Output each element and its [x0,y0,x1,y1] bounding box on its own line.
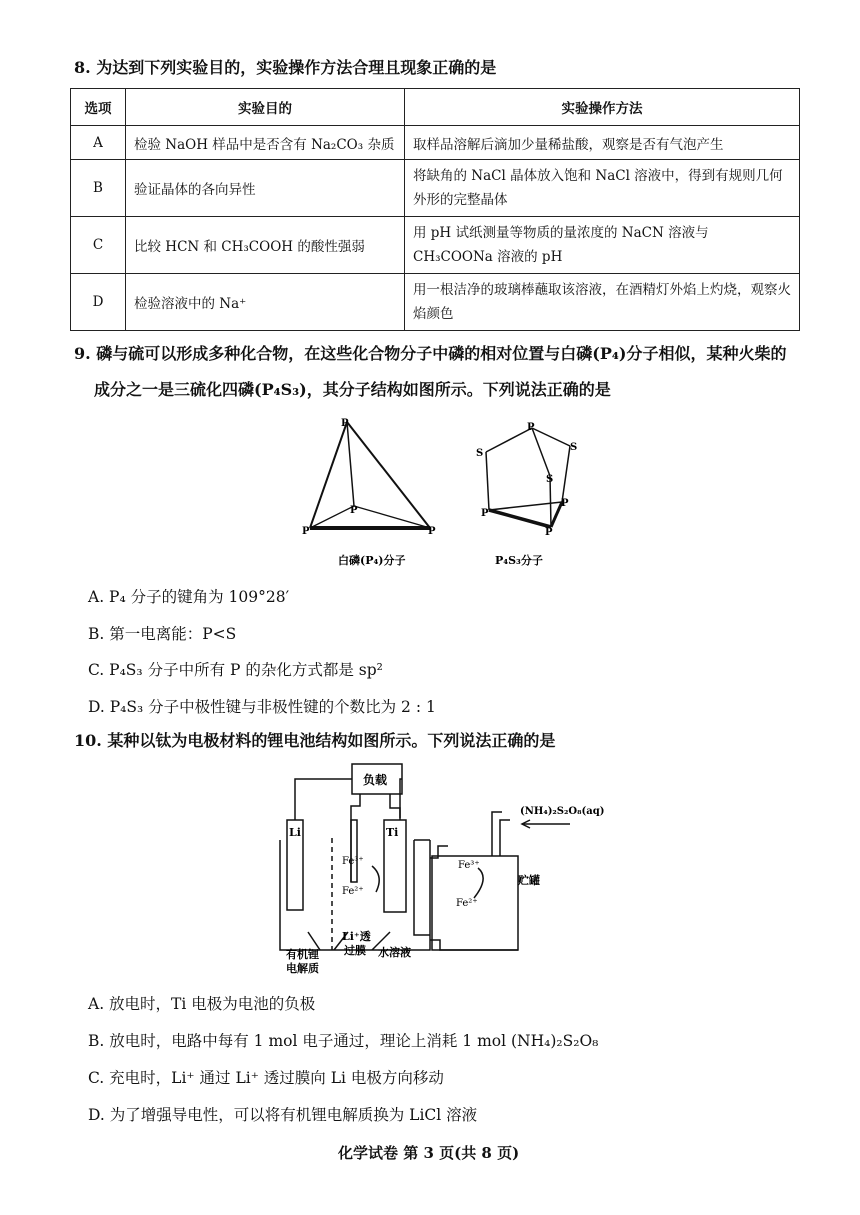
table-row [71,274,800,331]
q10-option-a: A. 放电时，Ti 电极为电池的负极 [88,995,316,1013]
page-footer: 化学试卷 第 3 页(共 8 页) [338,1144,520,1162]
p4s3-atom-p-right: P [561,498,569,509]
table-row [71,160,800,217]
load-label: 负载 [363,773,388,787]
header-option: 选项 [71,89,126,126]
row-option: A [71,126,126,160]
p4s3-atom-s-left: S [476,448,484,459]
table-row [71,126,800,160]
row-purpose: 比较 HCN 和 CH₃COOH 的酸性强弱 [126,217,405,274]
row-method: 将缺角的 NaCl 晶体放入饱和 NaCl 溶液中，得到有规则几何外形的完整晶体 [405,160,800,217]
p4-atom-left: P [302,526,310,537]
fe3-tank: Fe³⁺ [458,860,480,871]
q9-option-b: B. 第一电离能：P<S [88,625,237,643]
q8-table [70,88,800,331]
row-method: 用一根洁净的玻璃棒蘸取该溶液，在酒精灯外焰上灼烧，观察火焰颜色 [405,274,800,331]
q8-stem: 8. 为达到下列实验目的，实验操作方法合理且现象正确的是 [74,58,497,77]
tank-label: 贮罐 [518,874,540,887]
q9-stem-line2: 成分之一是三硫化四磷(P₄S₃)，其分子结构如图所示。下列说法正确的是 [94,380,611,399]
organic-label-1: 有机锂 [286,948,319,961]
p4s3-atom-p-bottom: P [545,527,553,538]
q10-stem: 10. 某种以钛为电极材料的锂电池结构如图所示。下列说法正确的是 [74,731,556,750]
row-option: D [71,274,126,331]
p4s3-atom-s-right: S [570,442,578,453]
row-purpose: 检验溶液中的 Na⁺ [126,274,405,331]
row-method: 用 pH 试纸测量等物质的量浓度的 NaCN 溶液与 CH₃COONa 溶液的 pH [405,217,800,274]
row-option: C [71,217,126,274]
header-method: 实验操作方法 [405,89,800,126]
reagent-label: (NH₄)₂S₂O₈(aq) [520,806,605,817]
q10-option-b: B. 放电时，电路中每有 1 mol 电子通过，理论上消耗 1 mol (NH₄)₂S₂O₈ [88,1032,599,1050]
p4s3-atom-s-mid: S [546,474,554,485]
li-electrode-label: Li [289,826,301,839]
header-purpose: 实验目的 [126,89,405,126]
p4-molecule-diagram [310,422,430,528]
q9-option-d: D. P₄S₃ 分子中极性键与非极性键的个数比为 2 : 1 [88,698,436,716]
p4s3-atom-p-left: P [481,508,489,519]
q9-option-a: A. P₄ 分子的键角为 109°28′ [88,588,290,606]
fe2-left: Fe²⁺ [342,886,364,897]
ti-electrode-label: Ti [386,826,399,839]
row-option: B [71,160,126,217]
water-label: 水溶液 [378,946,411,959]
table-header-row [71,89,800,126]
q10-option-c: C. 充电时，Li⁺ 通过 Li⁺ 透过膜向 Li 电极方向移动 [88,1069,444,1087]
membrane-label-2: 过膜 [344,944,366,957]
q9-figures [290,410,610,580]
p4s3-caption: P₄S₃分子 [495,554,543,567]
q9-stem-line1: 9. 磷与硫可以形成多种化合物，在这些化合物分子中磷的相对位置与白磷(P₄)分子相似，某种火柴的 [74,344,787,363]
fe2-tank: Fe²⁺ [456,898,478,909]
q9-option-c: C. P₄S₃ 分子中所有 P 的杂化方式都是 sp² [88,661,383,679]
fe3-left: Fe³⁺ [342,856,364,867]
table-row [71,217,800,274]
q10-option-d: D. 为了增强导电性，可以将有机锂电解质换为 LiCl 溶液 [88,1106,478,1124]
p4-caption: 白磷(P₄)分子 [338,554,406,567]
p4-atom-center: P [350,505,358,516]
p4s3-atom-p-top: P [527,422,535,433]
row-method: 取样品溶解后滴加少量稀盐酸，观察是否有气泡产生 [405,126,800,160]
q10-battery-diagram [260,760,620,980]
p4-atom-top: P [341,418,349,429]
p4-atom-right: P [428,526,436,537]
row-purpose: 验证晶体的各向异性 [126,160,405,217]
row-purpose: 检验 NaOH 样品中是否含有 Na₂CO₃ 杂质 [126,126,405,160]
p4s3-molecule-diagram [486,428,570,527]
organic-label-2: 电解质 [286,962,319,975]
membrane-label-1: Li⁺透 [342,930,371,943]
